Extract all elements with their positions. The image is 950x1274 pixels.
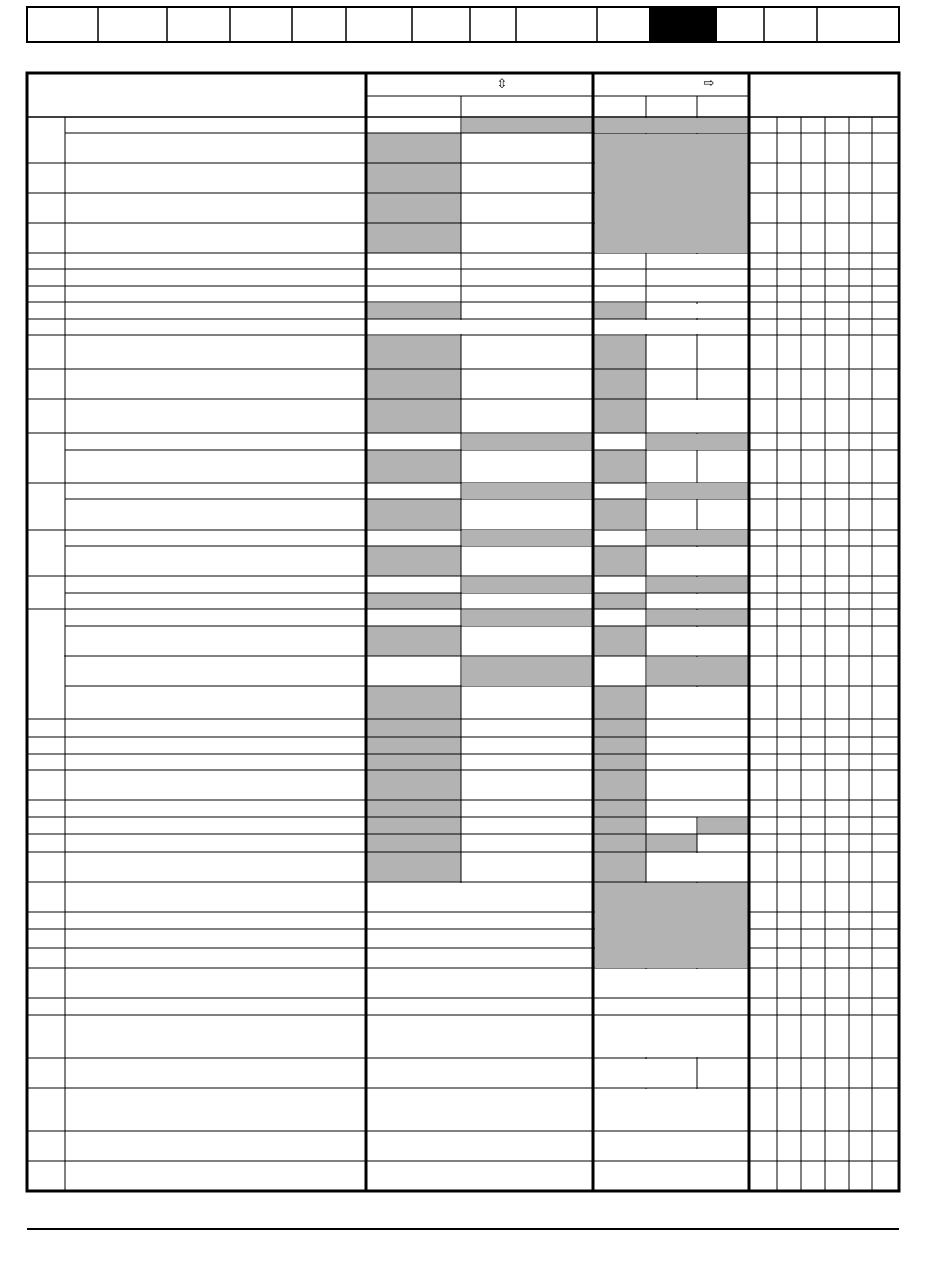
merged-cell-masks (28, 118, 64, 718)
default-arrow-icon: ⇨ (703, 76, 715, 91)
range-arrow-icon: ⇳ (496, 77, 508, 92)
